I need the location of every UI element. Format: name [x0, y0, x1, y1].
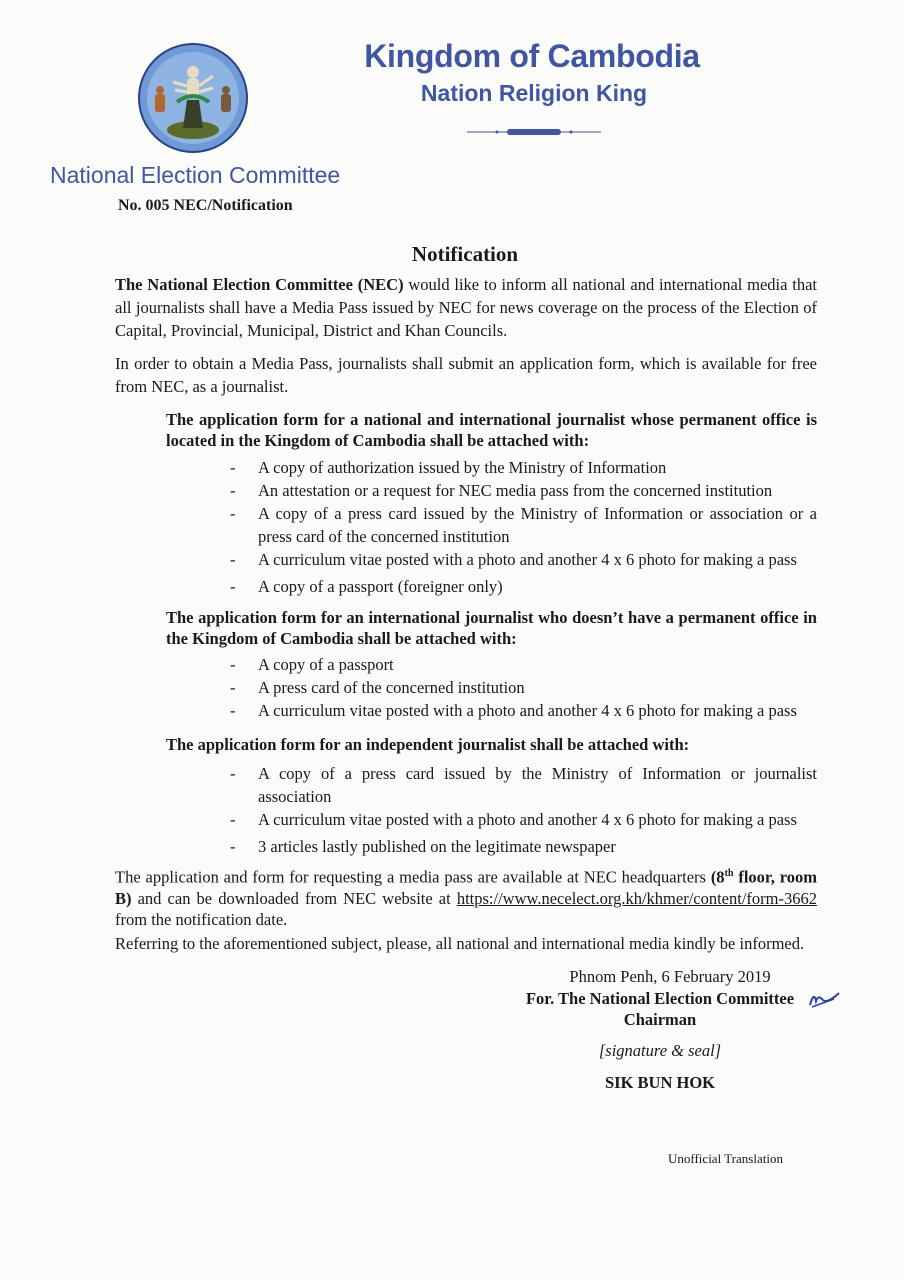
list-item: - A curriculum vitae posted with a photo and another 4 x 6 photo for making a pass: [230, 701, 797, 720]
signatory-name: SIK BUN HOK: [604, 1073, 716, 1092]
handwritten-initials-icon: [806, 987, 842, 1011]
requirement-list: [230, 456, 817, 598]
list-item: - A copy of authorization issued by the Ministry of Information: [230, 458, 667, 477]
list-item: - An attestation or a request for NEC media pass from the concerned institution: [230, 481, 773, 500]
section-heading: The application form for a national and international journalist whose permanent office is located in the Kingdom of Cambodia shall be attached with:: [166, 410, 817, 450]
obtain-paragraph: In order to obtain a Media Pass, journalists shall submit an application form, which is available for free from NEC, as a journalist.: [115, 354, 817, 396]
list-item: - A press card of the concerned institution: [230, 678, 525, 697]
list-item: - A curriculum vitae posted with a photo and another 4 x 6 photo for making a pass: [230, 550, 797, 569]
list-item: - A curriculum vitae posted with a photo and another 4 x 6 photo for making a pass: [230, 810, 797, 829]
organization-name: National Election Committee: [50, 162, 341, 188]
signature-note: [signature & seal]: [598, 1041, 722, 1060]
intro-lead: The National Election Committee (NEC): [115, 275, 404, 294]
national-motto: Nation Religion King: [420, 80, 648, 106]
intro-paragraph: [115, 273, 817, 342]
translation-note: Unofficial Translation: [668, 1151, 783, 1166]
list-item: - A copy of a passport (foreigner only): [230, 577, 503, 596]
list-item: - A copy of a press card issued by the Ministry of Information or journalist association: [230, 764, 817, 806]
list-item: - A copy of a press card issued by the Ministry of Information or association or a press card of the concerned institution: [230, 504, 817, 546]
intro-text: would like to inform all national and international media that all journalists shall have a Media Pass issued by NEC for news coverage on the process of the Election of Capital, Provincial, Municipal, District and Khan Councils.: [115, 275, 817, 340]
closing-paragraph: Referring to the aforementioned subject, please, all national and international media kindly be informed.: [115, 934, 805, 953]
signatory-role: Chairman: [623, 1010, 697, 1029]
section-heading: The application form for an independent journalist shall be attached with:: [166, 735, 690, 754]
country-heading: Kingdom of Cambodia: [364, 38, 700, 74]
form-download-link[interactable]: https://www.necelect.org.kh/khmer/content/form-3662: [456, 888, 817, 908]
requirement-list: [230, 653, 817, 722]
ornamental-divider-icon: [467, 124, 601, 134]
section-heading: The application form for an international journalist who doesn’t have a permanent office in the Kingdom of Cambodia shall be attached with:: [166, 608, 817, 648]
document-title: Notification: [411, 242, 519, 266]
list-item: - A copy of a passport: [230, 655, 394, 674]
place-date: Phnom Penh, 6 February 2019: [569, 967, 771, 986]
signatory-organization: For. The National Election Committee: [525, 989, 795, 1008]
availability-paragraph: The application and form for requesting a media pass are available at NEC headquarters (8th floor, room B) and can be downloaded from NEC website at https://www.necelect.org.kh/khmer/content/form-3662 from the notification date.: [115, 867, 817, 929]
notification-number: No. 005 NEC/Notification: [118, 197, 293, 214]
list-item: - 3 articles lastly published on the legitimate newspaper: [230, 837, 616, 856]
requirement-list: [230, 762, 817, 858]
